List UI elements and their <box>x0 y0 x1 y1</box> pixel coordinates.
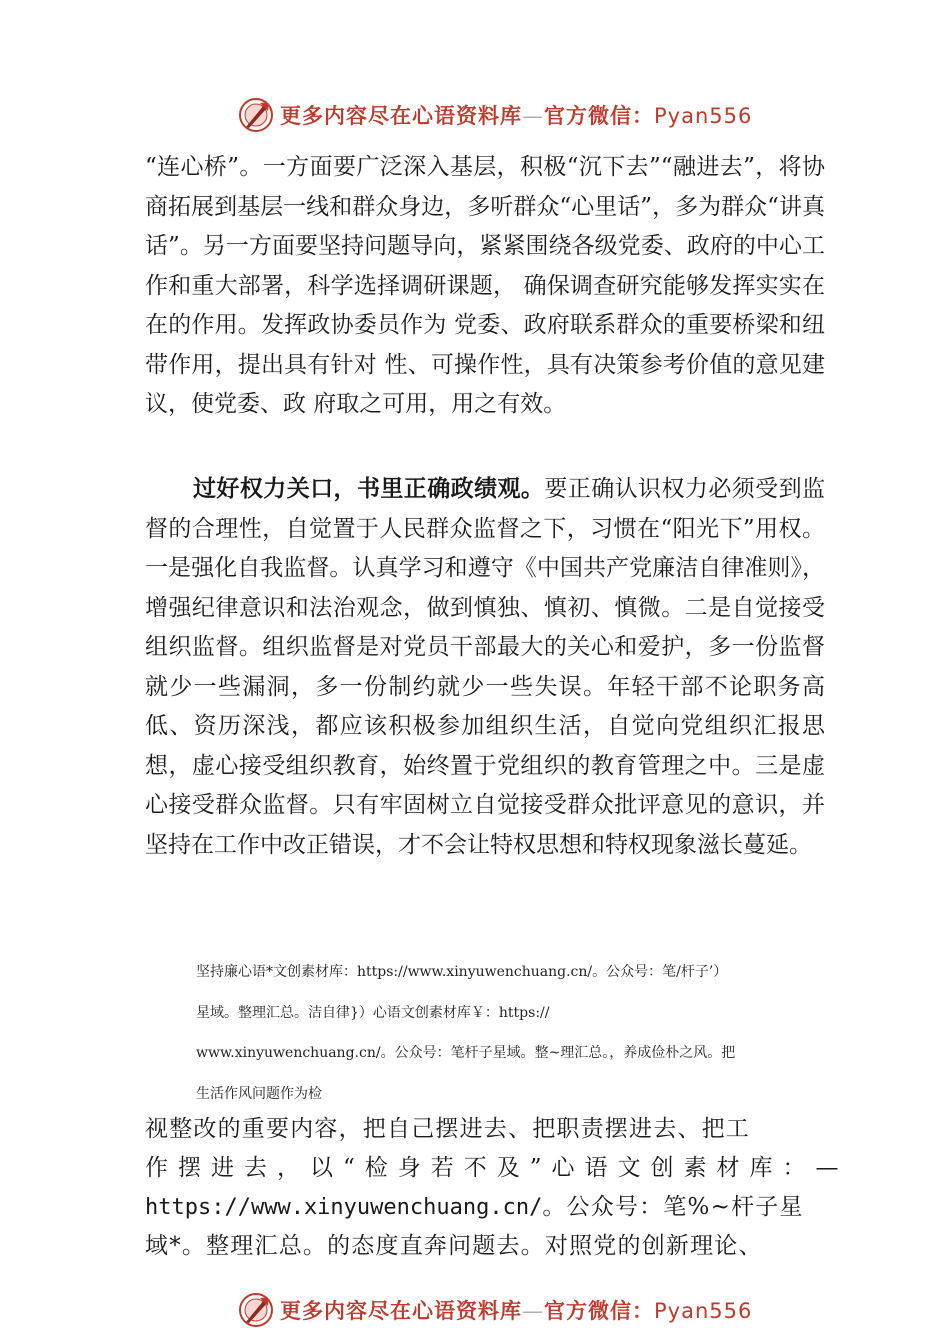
text-line: 视整改的重要内容，把自己摆进去、把职责摆进去、把工 <box>145 1116 750 1142</box>
watermark-inserted-block <box>196 952 846 1114</box>
paragraph-consultation: “连心桥”。一方面要广泛深入基层，积极“沉下去”“融进去”，将协商拓展到基层一线和群众身边，多听群众“心里话”，多为群众“讲真话”。另一方面要坚持问题导向，紧紧围绕各级党委、政府的中心工作和重大部署，科学选择调研课题， 确保调查研究能够发挥实实在在的作用。发挥政协委员作为 党委、政府联系群众的重要桥梁和纽带作用，提出具有针对 性、可操作性，具有决策参考价值的意见建议，使党委、政 府取之可用，用之有效。 <box>145 154 825 417</box>
banner-brand: 更多内容尽在心语资料库 <box>280 104 522 128</box>
banner-separator: — <box>522 104 544 128</box>
banner-brand: 更多内容尽在心语资料库 <box>280 1299 522 1323</box>
paragraph-heading: 过好权力关口，书里正确政绩观。 <box>193 476 545 502</box>
text-fragment: 。公众号：笔%~杆子星 <box>542 1194 804 1220</box>
footer-watermark-banner <box>238 1290 753 1330</box>
banner-wechat-id: Pyan556 <box>654 104 753 128</box>
banner-wechat-id: Pyan556 <box>654 1299 753 1323</box>
watermark-line: www.xinyuwenchuang.cn/。公众号：笔杆子星域。整~理汇总。，养成俭朴之风。把 <box>196 1045 736 1061</box>
text-line: 作摆进去，以“检身若不及”心语文创素材库：— <box>145 1155 849 1181</box>
text-line: 域*。整理汇总。的态度直奔问题去。对照党的创新理论、 <box>145 1233 763 1259</box>
banner-separator: — <box>522 1299 544 1323</box>
text-line <box>145 1188 815 1227</box>
banner-text <box>280 100 752 130</box>
banner-text <box>280 1295 752 1325</box>
banner-wechat-label: 官方微信： <box>544 1299 654 1323</box>
paragraph-power-supervision <box>145 470 825 865</box>
paragraph-body: 要正确认识权力必须受到监督的合理性，自觉置于人民群众监督之下，习惯在“阳光下”用权。一是强化自我监督。认真学习和遵守《中国共产党廉洁自律准则》，增强纪律意识和法治观念，做到慎独、慎初、慎微。二是自觉接受组织监督。组织监督是对党员干部最大的关心和爱护，多一份监督就少一些漏洞，多一份制约就少一些失误。年轻干部不论职务高低、资历深浅，都应该积极参加组织生活，自觉向党组织汇报思想，虚心接受组织教育，始终置于党组织的教育管理之中。三是虚心接受群众监督。只有牢固树立自觉接受群众批评意见的意识，并坚持在工作中改正错误，才不会让特权思想和特权现象滋长蔓延。 <box>145 476 826 858</box>
paragraph-rectification <box>145 1110 849 1266</box>
quill-seal-logo-icon <box>238 97 274 133</box>
quill-seal-logo-icon <box>238 1292 274 1328</box>
header-watermark-banner <box>238 95 753 135</box>
url-text: https://www.xinyuwenchuang.cn/ <box>145 1195 543 1220</box>
watermark-line: 坚持廉心语*文创素材库：https://www.xinyuwenchuang.cn/。公众号：笔/杆子’） <box>196 964 728 980</box>
watermark-line: 星域。整理汇总。洁自律}）心语文创素材库￥：https:// <box>196 1004 550 1021</box>
watermark-line: 生活作风问题作为检 <box>196 1085 322 1102</box>
banner-wechat-label: 官方微信： <box>544 104 654 128</box>
